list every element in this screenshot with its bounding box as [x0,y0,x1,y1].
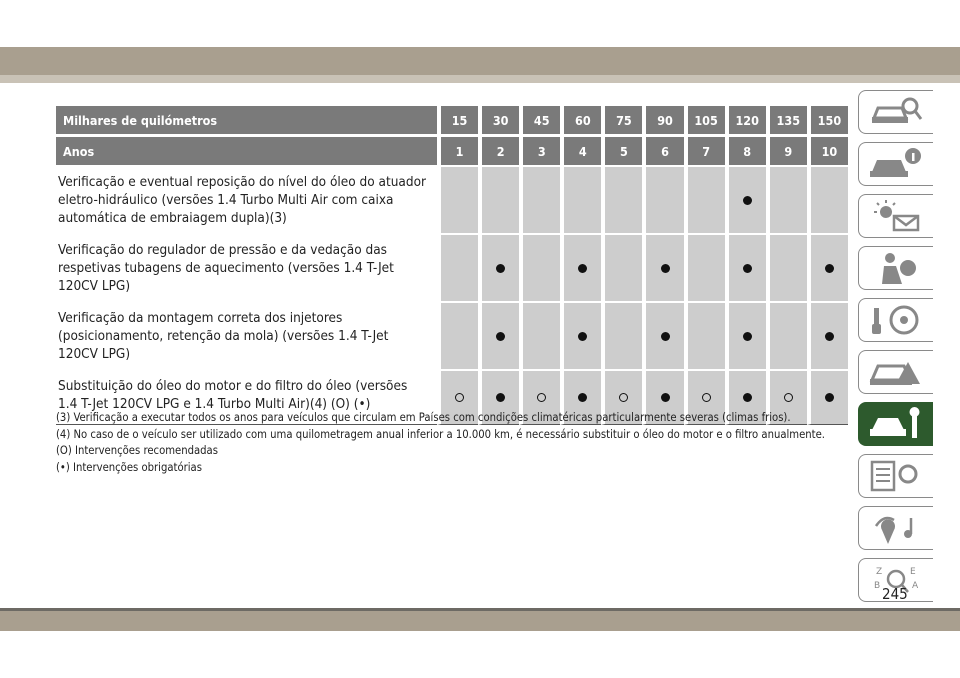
interval-cell [437,301,478,369]
year-value: 9 [766,134,807,165]
interval-cell [478,233,519,301]
key-steering-wheel-icon [868,302,924,338]
mandatory-dot-icon [825,393,834,402]
tab-car-info[interactable] [858,142,933,186]
tab-multimedia[interactable] [858,506,933,550]
km-value: 60 [560,106,601,134]
schedule-row [56,165,848,233]
interval-cell [478,165,519,233]
page-number: 245 [882,585,908,603]
mandatory-dot-icon [743,264,752,273]
car-info-icon [868,146,924,182]
interval-cell [807,233,848,301]
multimedia-icon [868,510,924,546]
top-band [0,47,960,75]
interval-cell [601,233,642,301]
interval-cell [642,301,683,369]
year-value: 5 [601,134,642,165]
year-value: 6 [642,134,683,165]
interval-cell [684,165,725,233]
interval-cell [560,233,601,301]
interval-cell [807,301,848,369]
car-breakdown-icon [868,354,924,390]
mandatory-dot-icon [578,393,587,402]
recommended-ring-icon [455,393,464,402]
recommended-ring-icon [619,393,628,402]
interval-cell [684,233,725,301]
mandatory-dot-icon [578,332,587,341]
interval-cell [519,165,560,233]
mandatory-dot-icon [743,196,752,205]
footnotes [56,411,848,477]
interval-cell [601,165,642,233]
footnote-4: (4) No caso de o veículo ser utilizado com uma quilometragem anual inferior a 10.000 km, é necessário substituir o óleo do motor e o filtro anualmente. [56,427,826,441]
mandatory-dot-icon [743,332,752,341]
mandatory-dot-icon [825,264,834,273]
tab-safety[interactable] [858,246,933,290]
svg-text:A: A [912,581,919,591]
mandatory-dot-icon [496,393,505,402]
year-value: 2 [478,134,519,165]
interval-cell [642,233,683,301]
top-divider [0,75,960,83]
legend-recommended: (O) Intervenções recomendadas [56,444,218,457]
interval-cell [560,301,601,369]
interval-cell [807,165,848,233]
svg-text:E: E [910,567,916,577]
tab-maintenance[interactable] [858,402,933,446]
mandatory-dot-icon [661,393,670,402]
tab-warning-lights[interactable] [858,194,933,238]
interval-cell [478,301,519,369]
legend-mandatory: (•) Intervenções obrigatórias [56,460,202,474]
interval-cell [437,233,478,301]
airbag-seat-icon [868,250,924,286]
interval-cell [519,233,560,301]
footnote-3: (3) Verificação a executar todos os anos para veículos que circulam em Países com condições climatéricas particularmente severas (climas frios). [56,411,791,424]
mandatory-dot-icon [743,393,752,402]
interval-cell [519,301,560,369]
interval-cell [766,233,807,301]
interval-cell [560,165,601,233]
mandatory-dot-icon [661,332,670,341]
car-wrench-icon [868,406,924,442]
mandatory-dot-icon [825,332,834,341]
km-value: 15 [437,106,478,134]
car-magnifier-icon [868,94,924,130]
years-header-label: Anos [56,134,437,165]
years-header-row [56,134,848,165]
operation-description: Verificação do regulador de pressão e da vedação das respetivas tubagens de aquecimento (versões 1.4 T-Jet 120CV LPG) [56,233,437,301]
maintenance-schedule-table [56,106,848,425]
year-value: 10 [807,134,848,165]
km-value: 75 [601,106,642,134]
tab-starting-driving[interactable] [858,298,933,342]
interval-cell [642,165,683,233]
svg-text:B: B [874,581,881,591]
bottom-band [0,611,960,631]
recommended-ring-icon [537,393,546,402]
year-value: 1 [437,134,478,165]
km-value: 30 [478,106,519,134]
km-value: 150 [807,106,848,134]
interval-cell [601,301,642,369]
tab-technical-specs[interactable] [858,454,933,498]
tab-emergency[interactable] [858,350,933,394]
interval-cell [725,233,766,301]
interval-cell [684,301,725,369]
schedule-row [56,233,848,301]
recommended-ring-icon [702,393,711,402]
specs-gear-icon [868,458,924,494]
year-value: 3 [519,134,560,165]
interval-cell [725,301,766,369]
year-value: 7 [684,134,725,165]
mandatory-dot-icon [496,264,505,273]
km-value: 45 [519,106,560,134]
km-value: 135 [766,106,807,134]
km-value: 120 [725,106,766,134]
km-header-row [56,106,848,134]
schedule-row [56,301,848,369]
interval-cell [766,165,807,233]
mandatory-dot-icon [578,264,587,273]
mandatory-dot-icon [661,264,670,273]
svg-text:Z: Z [876,567,883,577]
warning-light-message-icon [868,198,924,234]
interval-cell [725,165,766,233]
year-value: 4 [560,134,601,165]
km-header-label: Milhares de quilómetros [56,106,437,134]
operation-description: Verificação e eventual reposição do nível do óleo do atuador eletro-hidráulico (versões 1.4 Turbo Multi Air com caixa automática de embraiagem dupla)(3) [56,165,437,233]
operation-description: Substituição do óleo do motor e do filtro do óleo (versões 1.4 T-Jet 120CV LPG e 1.4 Turbo Multi Air)(4) (O) (•) [56,369,437,425]
mandatory-dot-icon [496,332,505,341]
recommended-ring-icon [784,393,793,402]
year-value: 8 [725,134,766,165]
km-value: 90 [642,106,683,134]
interval-cell [766,301,807,369]
tab-car-magnifier[interactable] [858,90,933,134]
operation-description: Verificação da montagem correta dos injetores (posicionamento, retenção da mola) (versões 1.4 T-Jet 120CV LPG) [56,301,437,369]
interval-cell [437,165,478,233]
km-value: 105 [684,106,725,134]
